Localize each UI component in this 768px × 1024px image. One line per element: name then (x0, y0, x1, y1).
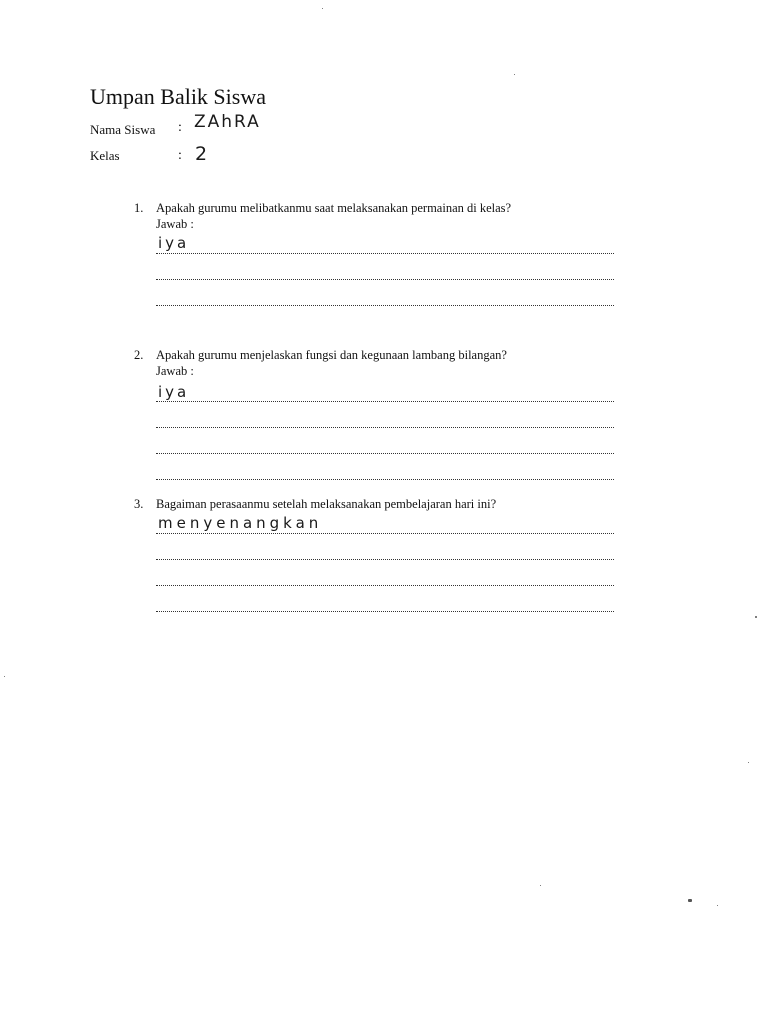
nama-siswa-label: Nama Siswa (90, 122, 156, 137)
question-2-answer-line-3 (156, 453, 614, 454)
question-1-number: 1. (134, 201, 144, 215)
question-3-answer-line-4 (156, 611, 614, 612)
question-3-number: 3. (134, 497, 144, 511)
scan-speck (688, 899, 692, 902)
nama-siswa-value: ZAhRA (194, 112, 261, 132)
kelas-label: Kelas (90, 148, 120, 163)
question-2-text: Apakah gurumu menjelaskan fungsi dan kegunaan lambang bilangan? (156, 348, 507, 362)
question-2-jawab-label: Jawab : (156, 364, 194, 378)
question-2-answer-line-2 (156, 427, 614, 428)
question-1-answer: iya (158, 234, 190, 252)
question-3-answer-line-1 (156, 533, 614, 534)
question-1-jawab-label: Jawab : (156, 217, 194, 231)
question-1-answer-line-1 (156, 253, 614, 254)
question-1-text: Apakah gurumu melibatkanmu saat melaksanakan permainan di kelas? (156, 201, 512, 215)
question-3-text: Bagaiman perasaanmu setelah melaksanakan pembelajaran hari ini? (156, 497, 497, 511)
question-1-answer-line-2 (156, 279, 614, 280)
kelas-value: 2 (195, 143, 210, 165)
kelas-colon: : (178, 148, 182, 163)
scan-speck (755, 616, 757, 618)
question-1 (134, 201, 511, 216)
question-2-number: 2. (134, 348, 144, 362)
scan-speck (322, 8, 323, 9)
question-2 (134, 348, 507, 363)
question-2-answer: iya (158, 383, 190, 401)
question-2-answer-line-1 (156, 401, 614, 402)
question-2-answer-line-4 (156, 479, 614, 480)
nama-siswa-colon: : (178, 120, 182, 135)
question-3-answer: menyenangkan (158, 514, 323, 532)
scan-speck (514, 74, 515, 75)
question-3-answer-line-2 (156, 559, 614, 560)
scan-speck (748, 762, 749, 763)
question-3 (134, 497, 496, 512)
question-3-answer-line-3 (156, 585, 614, 586)
question-1-answer-line-3 (156, 305, 614, 306)
scan-speck (540, 885, 541, 886)
scan-speck (4, 676, 5, 677)
page-title: Umpan Balik Siswa (90, 84, 266, 109)
scan-speck (717, 905, 718, 906)
